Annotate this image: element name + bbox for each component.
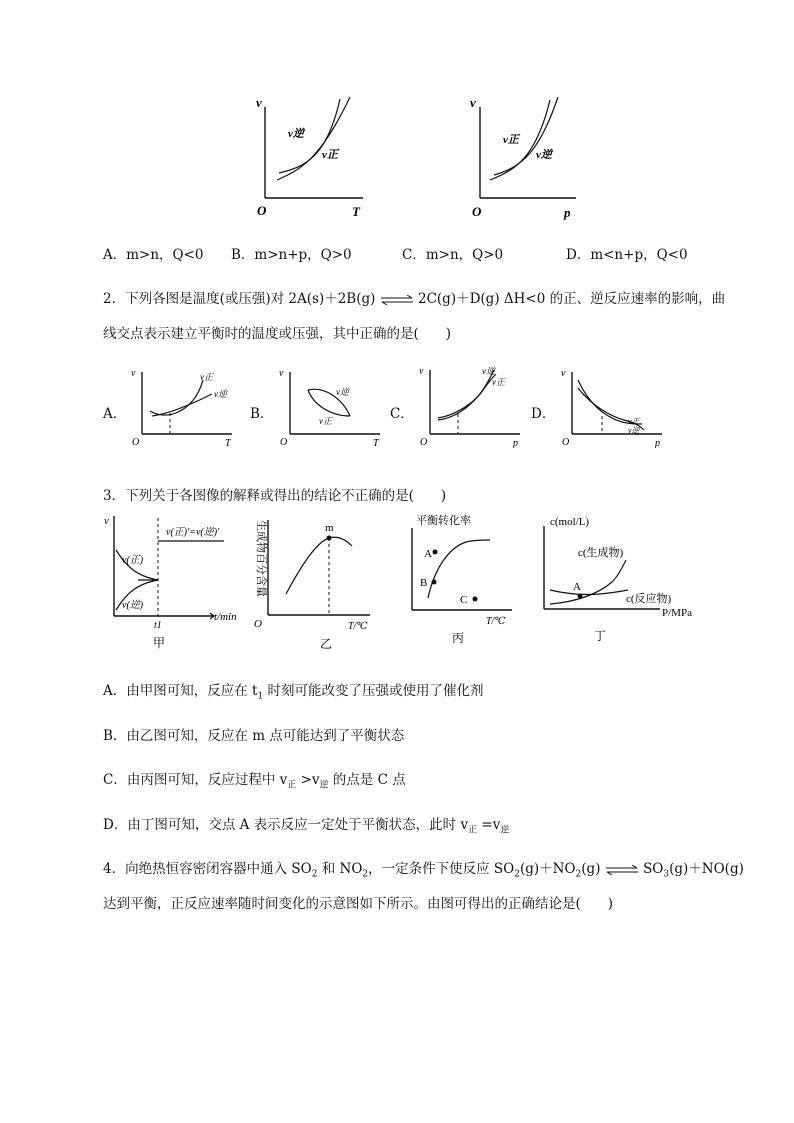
- q3-graph-ding: [536, 510, 716, 650]
- q3-bing-pb: B: [420, 577, 428, 589]
- q3-yi-caption: 乙: [320, 637, 333, 651]
- q3-jia-top-label: v(正)'=v(逆)': [166, 527, 220, 538]
- q2-c-l2: v正: [492, 377, 505, 387]
- q2-c-o: O: [420, 437, 428, 448]
- q2-b-l1: v逆: [336, 387, 349, 397]
- q3-bing-pc: C: [460, 594, 468, 606]
- q4-mid2: ，一定条件下使反应 SO: [368, 861, 515, 877]
- q3-bing-x: T/℃: [486, 616, 506, 627]
- q3-a-sub: 1: [257, 691, 264, 702]
- q3-yi-y: 生成物百分含量: [255, 520, 267, 597]
- q4-post: (g)＋NO(g): [669, 861, 744, 877]
- q2-graph-d: [558, 366, 670, 448]
- q3-yi-x: T/℃: [348, 621, 368, 632]
- q3-option-b[interactable]: B．由乙图可知，反应在 m 点可能达到了平衡状态: [103, 728, 405, 744]
- q1-option-d[interactable]: D．m<n+p，Q<0: [566, 247, 688, 263]
- q1-left-curve-b: v正: [322, 149, 338, 161]
- q1-left-origin: O: [257, 203, 267, 218]
- q2-a-y: v: [131, 368, 136, 379]
- q4-no2-sub: 2: [362, 869, 369, 880]
- q1-option-a[interactable]: A．m>n，Q<0: [103, 247, 204, 263]
- q3-graph-yi: [244, 514, 380, 654]
- q3-jia-lower: v(逆): [122, 600, 144, 611]
- q2-c-y: v: [419, 366, 424, 377]
- q3-graph-jia: [100, 510, 250, 650]
- q2-b-y: v: [279, 368, 284, 379]
- q4-r-sub1: 2: [514, 869, 520, 880]
- q2-graph-a: [128, 366, 240, 448]
- q3-ding-caption: 丁: [594, 629, 607, 643]
- q1-right-x-label: p: [564, 205, 571, 220]
- q2-stem-pre: 2．下列各图是温度(或压强)对 2A(s)＋2B(g): [103, 291, 376, 307]
- q2-d-l2: v逆: [628, 426, 640, 435]
- q1-right-y-label: v: [470, 95, 476, 110]
- q3-c-pre: C．由丙图可知，反应过程中 v: [103, 772, 288, 788]
- q2-letter-c[interactable]: C．: [390, 406, 414, 422]
- q2-c-l1: v逆: [482, 366, 495, 376]
- q2-d-o: O: [562, 437, 570, 448]
- q2-b-x: T: [373, 438, 379, 448]
- q1-right-curve-b: v逆: [536, 149, 552, 161]
- q2-graph-b: [276, 366, 388, 448]
- q1-left-y-label: v: [256, 95, 262, 110]
- q3-d-mid: =v: [477, 817, 501, 833]
- q3-jia-upper: v(正): [122, 555, 144, 566]
- q4-mid3: (g)＋NO: [519, 861, 576, 877]
- q2-d-y: v: [561, 368, 566, 379]
- q4-p-sub: 3: [663, 869, 670, 880]
- q3-jia-caption: 甲: [153, 636, 166, 650]
- q3-stem: 3．下列关于各图像的解释或得出的结论不正确的是( ): [103, 488, 447, 504]
- q2-letter-a[interactable]: A．: [103, 406, 127, 422]
- q2-a-l2: v逆: [214, 389, 227, 399]
- q2-b-o: O: [280, 437, 288, 448]
- q2-a-x: T: [225, 438, 231, 448]
- q3-bing-caption: 丙: [452, 631, 465, 645]
- q4-so2-sub: 2: [311, 869, 318, 880]
- q3-jia-t1: t1: [154, 620, 162, 631]
- equilibrium-arrow-icon: [605, 865, 639, 875]
- q3-ding-x: P/MPa: [662, 607, 692, 619]
- q2-d-x: p: [655, 438, 660, 448]
- q3-d-s2: 逆: [500, 825, 510, 836]
- q1-graph-right: [468, 95, 588, 220]
- q2-letter-b[interactable]: B．: [250, 406, 274, 422]
- q4-pre: 4．向绝热恒容密闭容器中通入 SO: [103, 861, 312, 877]
- q2-stem-line2: 线交点表示建立平衡时的温度或压强，其中正确的是( ): [103, 326, 452, 342]
- q3-option-c[interactable]: [103, 768, 406, 791]
- q3-a-pre: A．由甲图可知，反应在 t: [103, 683, 258, 699]
- q2-a-o: O: [132, 437, 140, 448]
- q3-option-a[interactable]: [103, 679, 484, 702]
- q4-stem-line2: 达到平衡，正反应速率随时间变化的示意图如下所示。由图可得出的正确结论是( ): [103, 896, 614, 912]
- q2-graph-c: [416, 360, 528, 448]
- q2-stem-line1: [103, 287, 725, 307]
- q1-right-origin: O: [472, 204, 482, 219]
- q3-c-post: 的点是 C 点: [328, 772, 406, 788]
- q3-yi-point: m: [325, 522, 334, 534]
- q3-option-d[interactable]: [103, 813, 509, 836]
- q2-letter-d[interactable]: D．: [531, 406, 556, 422]
- q3-d-pre: D．由丁图可知，交点 A 表示反应一定处于平衡状态，此时 v: [103, 817, 469, 833]
- q3-ding-pa: A: [573, 581, 581, 593]
- q3-c-s1: 正: [287, 780, 297, 791]
- q3-bing-pa: A: [424, 548, 432, 560]
- q2-c-x: p: [513, 438, 518, 448]
- q3-a-post: 时刻可能改变了压强或使用了催化剂: [263, 683, 484, 699]
- q3-yi-o: O: [254, 618, 262, 630]
- equilibrium-arrow-icon: [380, 295, 414, 305]
- q4-stem-line1: [103, 857, 744, 880]
- q3-c-s2: 逆: [319, 780, 329, 791]
- q1-left-x-label: T: [352, 204, 360, 219]
- q4-post-pre: SO: [643, 861, 664, 877]
- q3-d-s1: 正: [468, 825, 478, 836]
- q1-left-curve-a: v逆: [288, 128, 304, 140]
- q1-option-c[interactable]: C．m>n，Q>0: [402, 247, 504, 263]
- q4-mid4: (g): [581, 861, 601, 877]
- q2-a-l1: v正: [200, 372, 213, 382]
- q3-bing-y: 平衡转化率: [416, 515, 471, 527]
- q3-ding-y: c(mol/L): [550, 516, 590, 528]
- q1-graph-left: [255, 95, 375, 220]
- q3-jia-y: v: [104, 515, 109, 527]
- q3-graph-bing: [400, 512, 530, 650]
- q2-stem-post: 2C(g)＋D(g) ΔH<0 的正、逆反应速率的影响，曲: [418, 291, 726, 307]
- q3-ding-c1: c(生成物): [578, 547, 624, 559]
- q2-b-l2: v正: [319, 416, 332, 426]
- q1-right-curve-a: v正: [503, 134, 519, 146]
- q2-d-l1: v正: [628, 417, 640, 426]
- q4-r-sub2: 2: [575, 869, 582, 880]
- q3-c-mid: >v: [296, 772, 320, 788]
- q3-jia-x: t/min: [214, 611, 237, 623]
- q3-ding-c2: c(反应物): [626, 593, 672, 605]
- q4-mid: 和 NO: [317, 861, 363, 877]
- q1-option-b[interactable]: B．m>n+p，Q>0: [231, 247, 352, 263]
